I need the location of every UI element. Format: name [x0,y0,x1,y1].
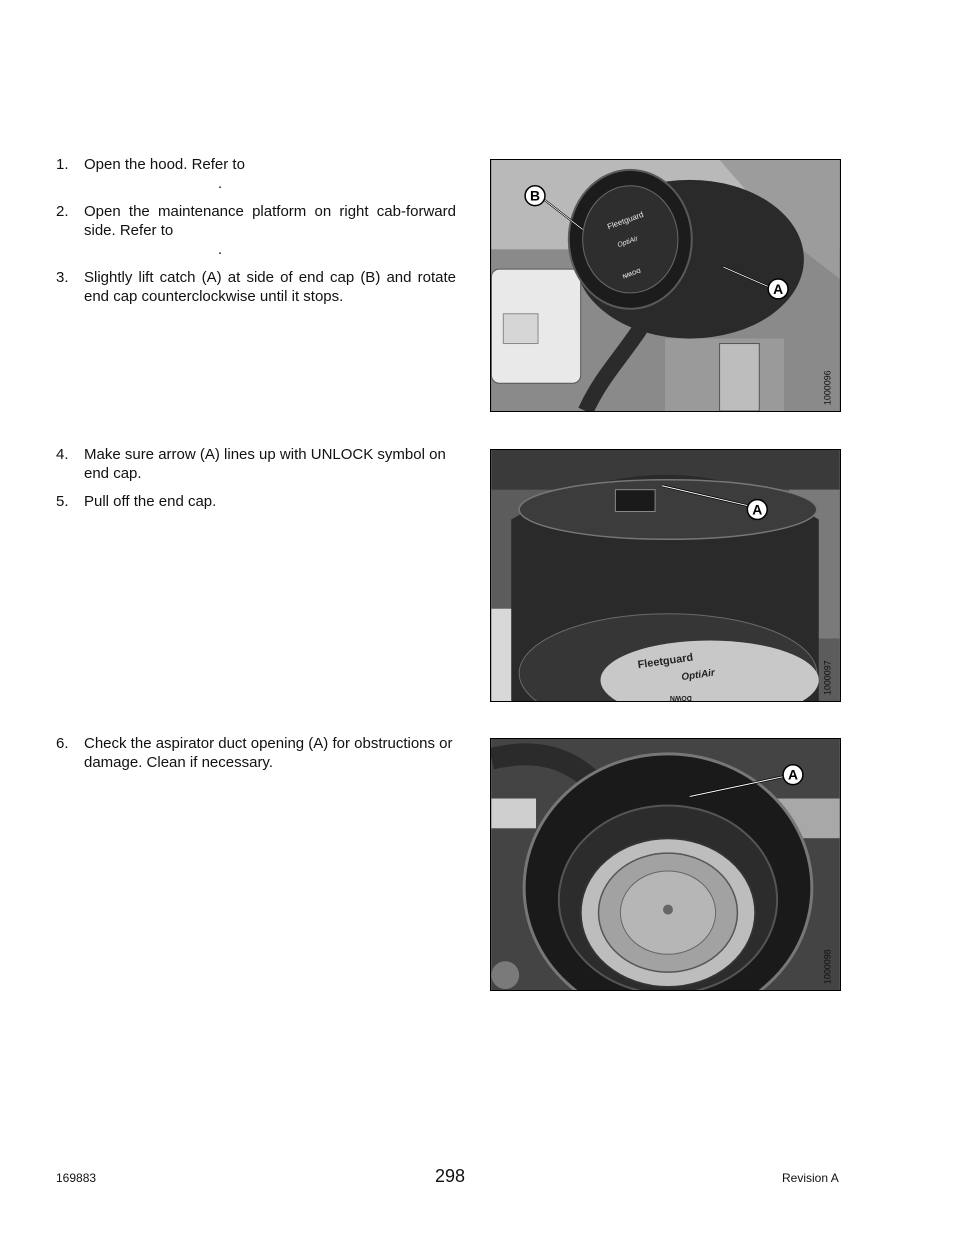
step-text: Pull off the end cap. [84,493,217,510]
step-5 [56,492,456,511]
step-text-continued: . [218,241,223,258]
callout-b: B [530,187,541,204]
step-4 [56,445,456,483]
step-1 [56,155,456,193]
step-number: 2. [56,203,69,220]
figure-code: 1000097 [822,660,833,696]
figure-air-cleaner-end-cap [490,159,841,412]
step-number: 4. [56,446,69,463]
brand-label: Fleetguard [636,651,694,672]
figure-1-illustration [491,160,840,411]
step-text: Slightly lift catch (A) at side of end cap (B) and rotate end cap counterclockwise until it stops. [84,269,456,305]
model-label: OptiAir [680,667,716,684]
step-text: Check the aspirator duct opening (A) for obstructions or damage. Clean if necessary. [84,735,453,771]
step-3 [56,268,456,306]
figure-unlock-arrow [490,449,841,702]
figure-3-illustration [491,739,840,990]
model-label: OptiAir [616,235,639,250]
document-number: 169883 [56,1171,97,1185]
cap-marking: DOWN [621,266,642,279]
step-2 [56,202,456,259]
cap-marking: DOWN [669,694,692,701]
step-6 [56,734,456,772]
step-number: 3. [56,269,69,286]
brand-label: Fleetguard [606,209,645,232]
figure-code: 1000098 [822,949,833,985]
step-number: 1. [56,156,69,173]
step-text: Make sure arrow (A) lines up with UNLOCK symbol on end cap. [84,446,446,482]
page-number: 298 [435,1166,466,1186]
step-number: 5. [56,493,69,510]
figure-aspirator-duct [490,738,841,991]
step-text: Open the hood. Refer to [84,156,245,173]
figure-code: 1000096 [822,370,833,406]
revision-label: Revision A [782,1171,839,1185]
step-number: 6. [56,735,69,752]
step-text-continued: . [218,175,223,192]
callout-a: A [787,766,798,783]
figure-2-illustration [491,450,840,701]
callout-a: A [752,501,763,518]
callout-a: A [773,280,784,297]
step-text: Open the maintenance platform on right cab-forward side. Refer to [84,203,456,239]
